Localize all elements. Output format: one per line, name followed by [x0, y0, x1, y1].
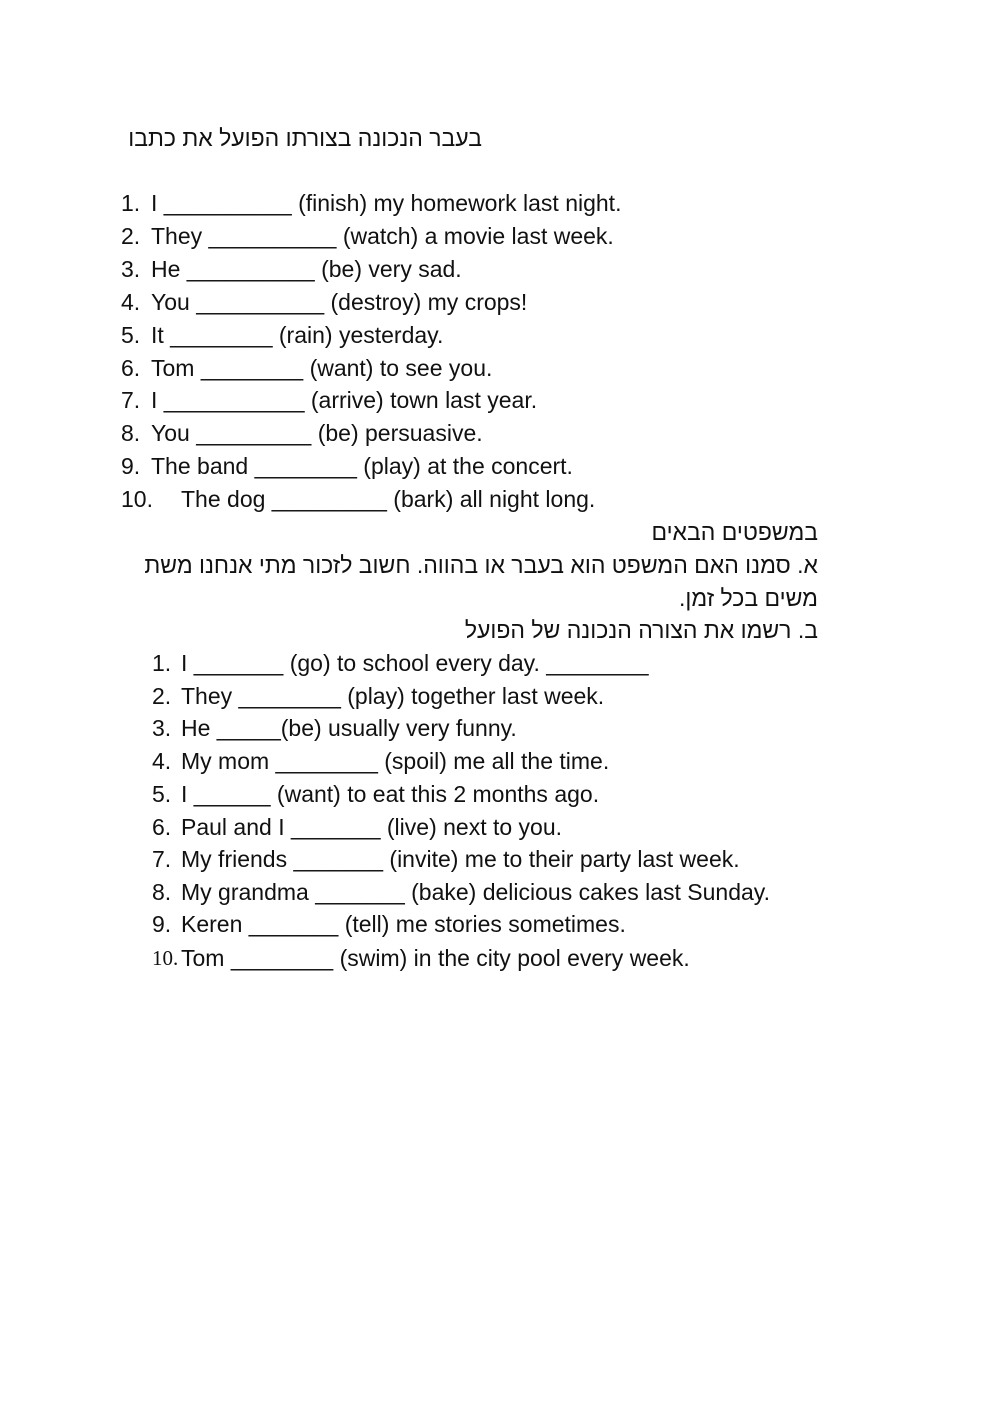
section1-item-text: They __________ (watch) a movie last week.	[151, 223, 614, 249]
section1-item-text: Tom ________ (want) to see you.	[151, 355, 493, 381]
section2-item-text: I ______ (want) to eat this 2 months ago.	[181, 781, 600, 807]
section1-item-number: 4.	[121, 289, 141, 315]
section1-item-number: 2.	[121, 223, 141, 249]
section2-item-number: 1.	[152, 650, 172, 676]
section2-item-text: My grandma _______ (bake) delicious cakes last Sunday.	[181, 879, 770, 905]
section2-item-text: He _____(be) usually very funny.	[181, 715, 517, 741]
section1-item-text: I __________ (finish) my homework last night.	[151, 190, 622, 216]
section2-item-text: Keren _______ (tell) me stories sometimes.	[181, 911, 626, 937]
section1-item-number: 10.	[121, 486, 153, 512]
section2-item-number: 8.	[152, 879, 172, 905]
section1-instruction: בעבר הנכונה בצורתו הפועל את כתבו	[128, 125, 482, 151]
section1-item-number: 3.	[121, 256, 141, 282]
section1-item-number: 8.	[121, 420, 141, 446]
section1-item-number: 9.	[121, 453, 141, 479]
section2-item-number: 10.	[152, 946, 179, 970]
section2-item-text: I _______ (go) to school every day. ________	[181, 650, 649, 676]
section2-item-number: 7.	[152, 846, 172, 872]
section1-item-text: It ________ (rain) yesterday.	[151, 322, 444, 348]
section2-heading: במשפטים הבאים	[651, 519, 818, 545]
section1-item-number: 1.	[121, 190, 141, 216]
section1-item-text: The dog _________ (bark) all night long.	[181, 486, 596, 512]
section1-item-text: The band ________ (play) at the concert.	[151, 453, 573, 479]
section2-item-text: My mom ________ (spoil) me all the time.	[181, 748, 610, 774]
section2-item-number: 9.	[152, 911, 172, 937]
section1-item-text: You __________ (destroy) my crops!	[151, 289, 528, 315]
section1-item-number: 7.	[121, 387, 141, 413]
section2-item-number: 6.	[152, 814, 172, 840]
section1-item-text: I ___________ (arrive) town last year.	[151, 387, 538, 413]
section2-instruction-a-continued: משים בכל זמן.	[679, 585, 818, 611]
section2-item-number: 5.	[152, 781, 172, 807]
section2-item-number: 2.	[152, 683, 172, 709]
section1-item-text: He __________ (be) very sad.	[151, 256, 462, 282]
section1-item-text: You _________ (be) persuasive.	[151, 420, 483, 446]
section2-item-number: 4.	[152, 748, 172, 774]
section2-item-text: Tom ________ (swim) in the city pool every week.	[181, 945, 690, 971]
section2-instruction-b: ב. רשמו את הצורה הנכונה של הפועל	[464, 617, 818, 643]
section2-instruction-a: א. סמנו האם המשפט הוא בעבר או בהווה. חשוב לזכור מתי אנחנו משת	[144, 552, 818, 578]
section2-item-text: They ________ (play) together last week.	[181, 683, 605, 709]
section1-item-number: 6.	[121, 355, 141, 381]
section1-item-number: 5.	[121, 322, 141, 348]
section2-item-text: Paul and I _______ (live) next to you.	[181, 814, 563, 840]
section2-item-text: My friends _______ (invite) me to their party last week.	[181, 846, 740, 872]
section2-item-number: 3.	[152, 715, 172, 741]
